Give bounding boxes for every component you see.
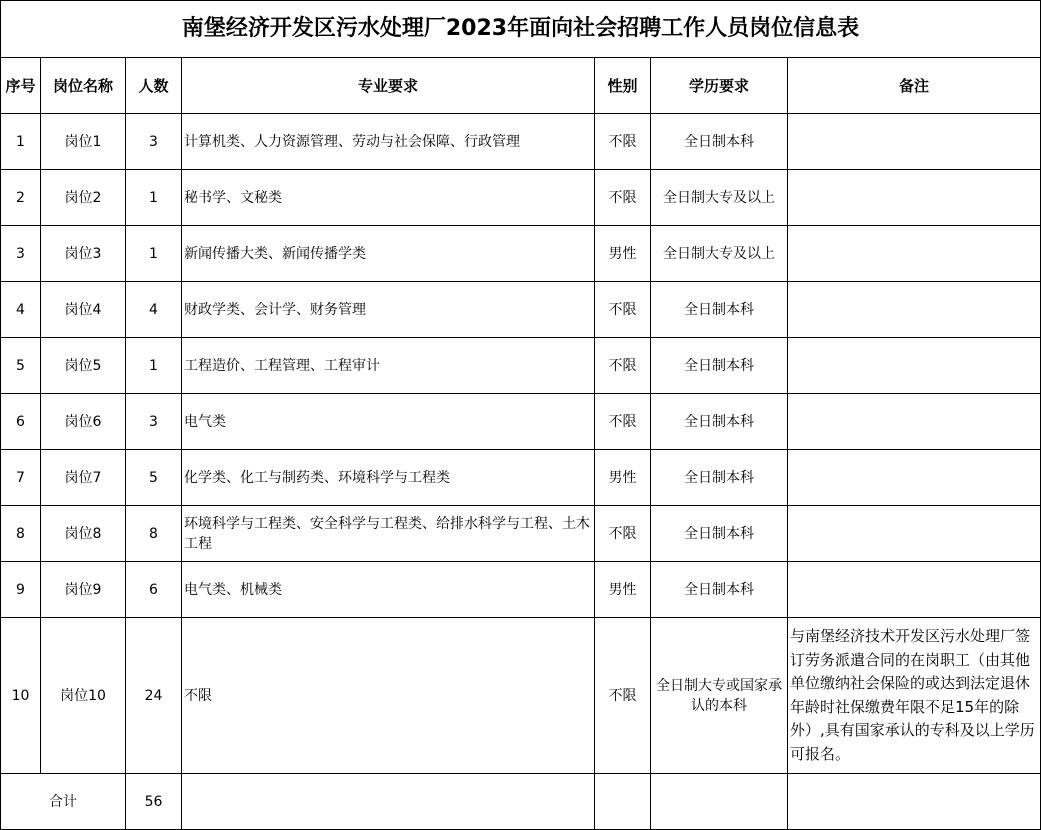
header-no: 序号 xyxy=(1,58,41,114)
total-row xyxy=(1,774,1041,830)
table-row xyxy=(1,114,1041,170)
row-gender: 不限 xyxy=(595,282,651,338)
table-title: 南堡经济开发区污水处理厂2023年面向社会招聘工作人员岗位信息表 xyxy=(1,1,1041,58)
total-empty-cell xyxy=(651,774,788,830)
row-education: 全日制本科 xyxy=(651,282,788,338)
row-education: 全日制大专及以上 xyxy=(651,170,788,226)
row-name: 岗位7 xyxy=(41,450,126,506)
row-major: 工程造价、工程管理、工程审计 xyxy=(182,338,595,394)
row-note xyxy=(788,338,1041,394)
row-no: 6 xyxy=(1,394,41,450)
row-count: 1 xyxy=(126,338,182,394)
row-education: 全日制大专及以上 xyxy=(651,226,788,282)
row-no: 3 xyxy=(1,226,41,282)
row-gender: 男性 xyxy=(595,226,651,282)
table-row xyxy=(1,450,1041,506)
row-education: 全日制本科 xyxy=(651,394,788,450)
total-empty-cell xyxy=(788,774,1041,830)
row-education: 全日制本科 xyxy=(651,506,788,562)
row-no: 10 xyxy=(1,618,41,774)
row-note xyxy=(788,562,1041,618)
row-gender: 不限 xyxy=(595,394,651,450)
row-no: 4 xyxy=(1,282,41,338)
row-name: 岗位4 xyxy=(41,282,126,338)
row-count: 5 xyxy=(126,450,182,506)
row-major: 新闻传播大类、新闻传播学类 xyxy=(182,226,595,282)
header-gender: 性别 xyxy=(595,58,651,114)
row-education: 全日制本科 xyxy=(651,450,788,506)
row-note xyxy=(788,450,1041,506)
header-major: 专业要求 xyxy=(182,58,595,114)
row-no: 2 xyxy=(1,170,41,226)
row-education: 全日制大专或国家承认的本科 xyxy=(651,618,788,774)
row-count: 4 xyxy=(126,282,182,338)
row-name: 岗位9 xyxy=(41,562,126,618)
row-gender: 男性 xyxy=(595,450,651,506)
row-note: 与南堡经济技术开发区污水处理厂签订劳务派遣合同的在岗职工（由其他单位缴纳社会保险的或达到法定退休年龄时社保缴费年限不足15年的除外）,具有国家承认的专科及以上学历可报名。 xyxy=(788,618,1041,774)
total-label: 合计 xyxy=(1,774,126,830)
row-name: 岗位10 xyxy=(41,618,126,774)
table-row xyxy=(1,226,1041,282)
row-gender: 不限 xyxy=(595,338,651,394)
row-gender: 男性 xyxy=(595,562,651,618)
header-count: 人数 xyxy=(126,58,182,114)
table-row xyxy=(1,170,1041,226)
row-major: 不限 xyxy=(182,618,595,774)
row-note xyxy=(788,226,1041,282)
row-no: 8 xyxy=(1,506,41,562)
row-gender: 不限 xyxy=(595,506,651,562)
row-count: 3 xyxy=(126,394,182,450)
row-major: 秘书学、文秘类 xyxy=(182,170,595,226)
row-count: 1 xyxy=(126,170,182,226)
table-row xyxy=(1,618,1041,774)
row-count: 3 xyxy=(126,114,182,170)
row-major: 化学类、化工与制药类、环境科学与工程类 xyxy=(182,450,595,506)
row-major: 财政学类、会计学、财务管理 xyxy=(182,282,595,338)
row-no: 1 xyxy=(1,114,41,170)
row-education: 全日制本科 xyxy=(651,562,788,618)
row-name: 岗位1 xyxy=(41,114,126,170)
row-name: 岗位2 xyxy=(41,170,126,226)
row-education: 全日制本科 xyxy=(651,338,788,394)
row-education: 全日制本科 xyxy=(651,114,788,170)
row-note xyxy=(788,282,1041,338)
total-count: 56 xyxy=(126,774,182,830)
total-empty-cell xyxy=(182,774,595,830)
row-note xyxy=(788,170,1041,226)
row-gender: 不限 xyxy=(595,170,651,226)
header-row xyxy=(1,58,1041,114)
row-no: 7 xyxy=(1,450,41,506)
table-row xyxy=(1,394,1041,450)
row-name: 岗位3 xyxy=(41,226,126,282)
row-major: 电气类、机械类 xyxy=(182,562,595,618)
row-note xyxy=(788,506,1041,562)
row-gender: 不限 xyxy=(595,618,651,774)
table-row xyxy=(1,562,1041,618)
row-no: 5 xyxy=(1,338,41,394)
table-row xyxy=(1,506,1041,562)
row-gender: 不限 xyxy=(595,114,651,170)
table-row xyxy=(1,282,1041,338)
row-no: 9 xyxy=(1,562,41,618)
row-name: 岗位6 xyxy=(41,394,126,450)
header-note: 备注 xyxy=(788,58,1041,114)
header-education: 学历要求 xyxy=(651,58,788,114)
total-empty-cell xyxy=(595,774,651,830)
row-count: 24 xyxy=(126,618,182,774)
row-major: 电气类 xyxy=(182,394,595,450)
row-name: 岗位5 xyxy=(41,338,126,394)
row-name: 岗位8 xyxy=(41,506,126,562)
row-note xyxy=(788,114,1041,170)
table-row xyxy=(1,338,1041,394)
header-name: 岗位名称 xyxy=(41,58,126,114)
row-major: 计算机类、人力资源管理、劳动与社会保障、行政管理 xyxy=(182,114,595,170)
row-count: 8 xyxy=(126,506,182,562)
row-major: 环境科学与工程类、安全科学与工程类、给排水科学与工程、土木工程 xyxy=(182,506,595,562)
row-count: 1 xyxy=(126,226,182,282)
row-note xyxy=(788,394,1041,450)
row-count: 6 xyxy=(126,562,182,618)
